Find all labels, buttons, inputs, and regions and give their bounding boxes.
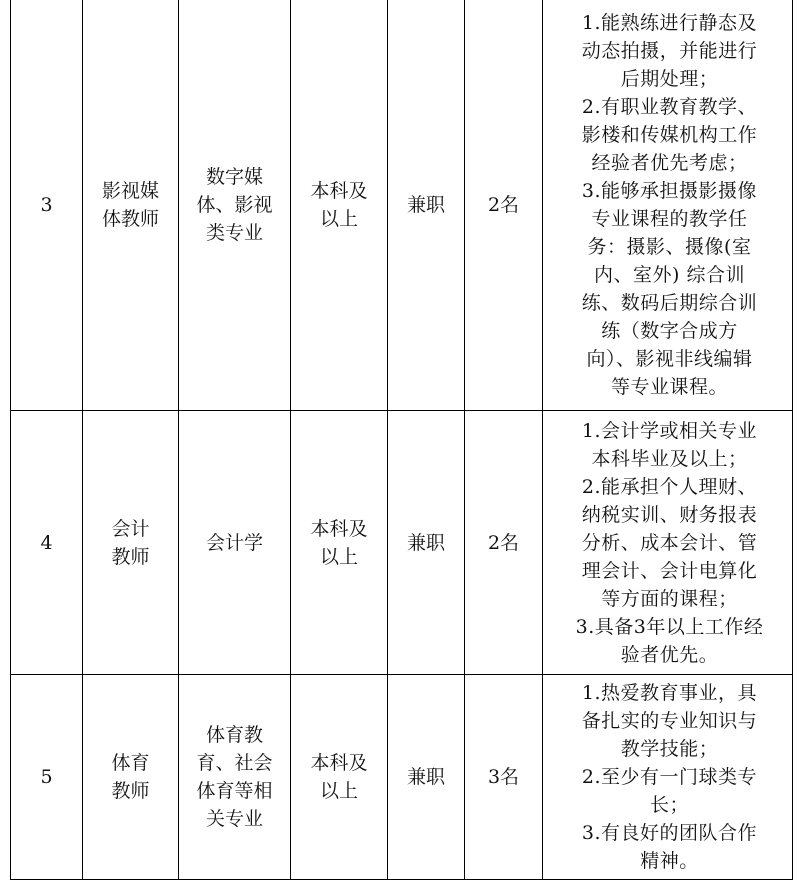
employment-type: 兼职 [388,411,465,675]
education-requirement: 本科及 以上 [291,411,388,675]
job-requirements: 1.会计学或相关专业 本科毕业及以上； 2.能承担个人理财、 纳税实训、财务报表 分析、成本会计、管 理会计、会计电算化 等方面的课程； 3.具备3年以上工作经 验者优先。 [543,411,793,675]
major-requirement: 会计学 [179,411,291,675]
job-requirements: 1.能熟练进行静态及 动态拍摄，并能进行 后期处理； 2.有职业教育教学、 影楼和传媒机构工作 经验者优先考虑； 3.能够承担摄影摄像 专业课程的教学任 务：摄影、摄像(室 内、室外) 综合训 练、数码后期综合训 练（数字合成方 向）、影视非线编辑 等专业课程。 [543,0,793,411]
job-requirements: 1.热爱教育事业，具 备扎实的专业知识与 教学技能； 2.至少有一门球类专 长； 3.有良好的团队合作 精神。 [543,675,793,880]
headcount: 3名 [465,675,543,880]
table-row [11,675,793,880]
major-requirement: 数字媒 体、影视 类专业 [179,0,291,411]
headcount: 2名 [465,411,543,675]
education-requirement: 本科及 以上 [291,675,388,880]
employment-type: 兼职 [388,675,465,880]
major-requirement: 体育教 育、社会 体育等相 关专业 [179,675,291,880]
position-name: 体育 教师 [83,675,179,880]
table-row [11,411,793,675]
row-number: 3 [11,0,83,411]
employment-type: 兼职 [388,0,465,411]
recruitment-table [10,0,793,880]
position-name: 会计 教师 [83,411,179,675]
position-name: 影视媒 体教师 [83,0,179,411]
headcount: 2名 [465,0,543,411]
row-number: 4 [11,411,83,675]
education-requirement: 本科及 以上 [291,0,388,411]
row-number: 5 [11,675,83,880]
table-row [11,0,793,411]
